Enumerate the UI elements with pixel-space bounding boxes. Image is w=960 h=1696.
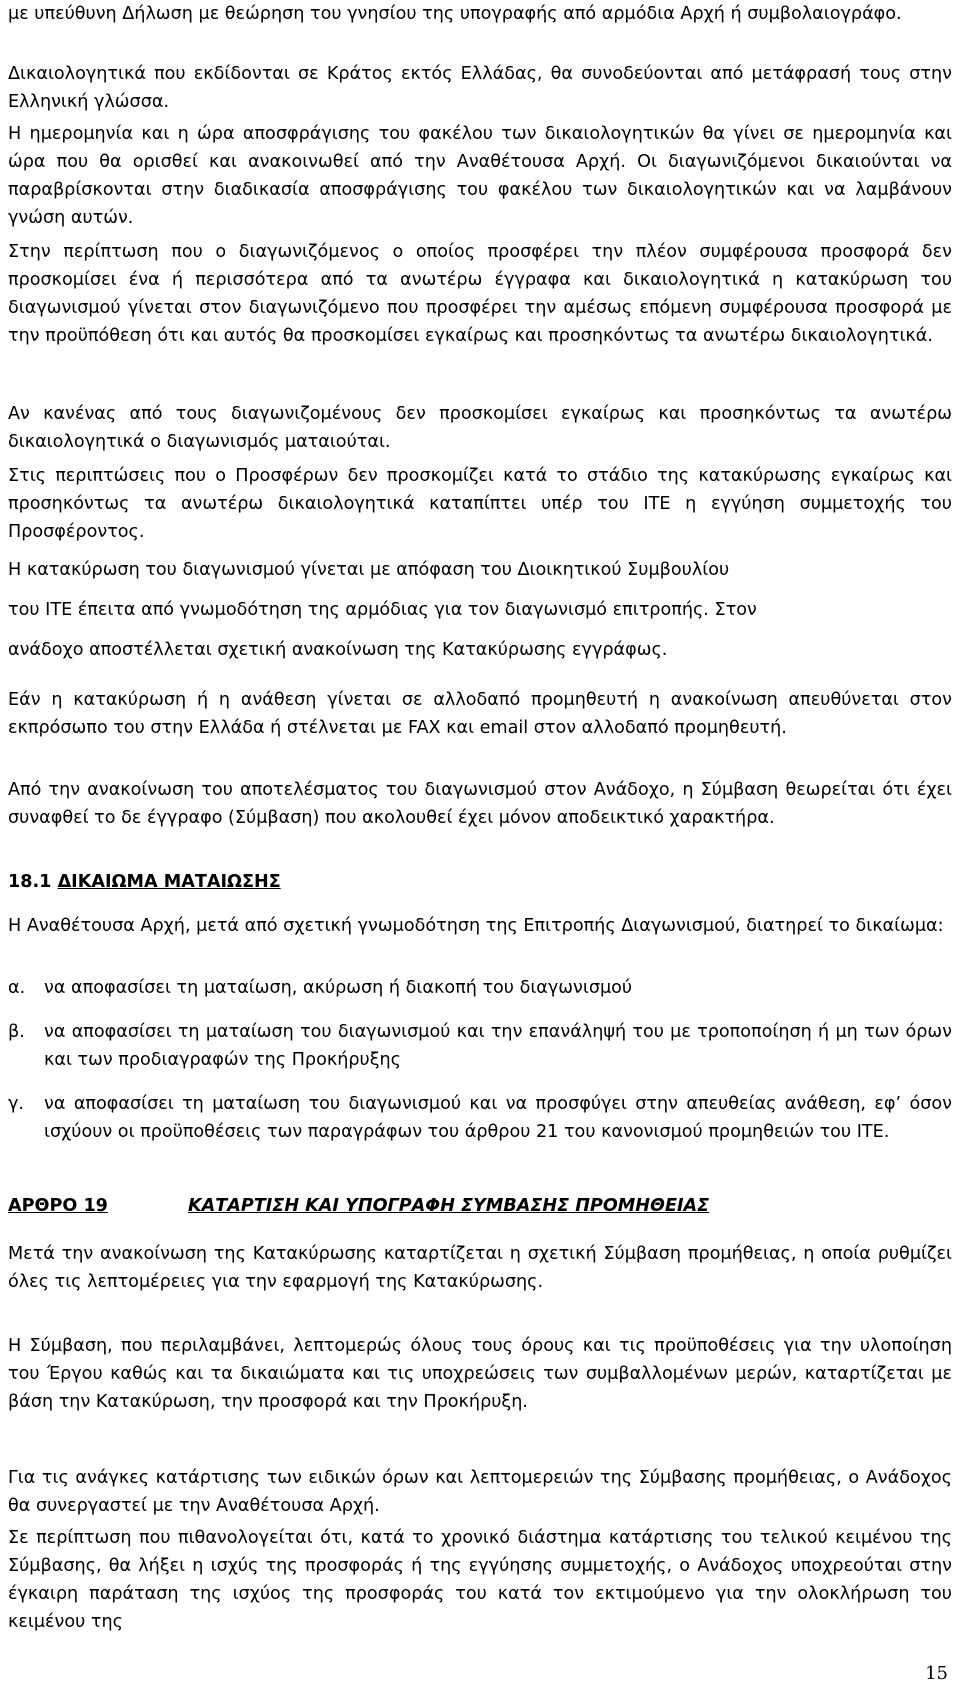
paragraph-line: Η κατακύρωση του διαγωνισμού γίνεται με απόφαση του Διοικητικού Συμβουλίου (8, 560, 730, 580)
paragraph-line: του ΙΤΕ έπειτα από γνωμοδότηση της αρμόδιας για τον διαγωνισμό επιτροπής. Στον (8, 600, 757, 620)
list-text: να αποφασίσει τη ματαίωση του διαγωνισμού και να προσφύγει στην απευθείας ανάθεση, εφ’ όσον ισχύουν οι προϋποθέσεις των παραγράφων του άρθρου 21 του κανονισμού προμηθειών του ΙΤΕ. (44, 1094, 952, 1142)
paragraph: Η ημερομηνία και η ώρα αποσφράγισης του φακέλου των δικαιολογητικών θα γίνει σε ημερομηνία και ώρα που θα ορισθεί και ανακοινωθεί από την Αναθέτουσα Αρχή. Οι διαγωνιζόμενοι δικαιούνται να παραβρίσκονται στην διαδικασία αποσφράγισης του φακέλου των δικαιολογητικών και να λαμβάνουν γνώση αυτών. (8, 124, 952, 228)
paragraph: Στις περιπτώσεις που ο Προσφέρων δεν προσκομίζει κατά το στάδιο της κατακύρωσης εγκαίρως και προσηκόντως τα ανωτέρω δικαιολογητικά καταπίπτει υπέρ του ΙΤΕ η εγγύηση συμμετοχής του Προσφέροντος. (8, 466, 952, 542)
paragraph: Δικαιολογητικά που εκδίδονται σε Κράτος εκτός Ελλάδας, θα συνοδεύονται από μετάφρασή τους στην Ελληνική γλώσσα. (8, 64, 952, 112)
paragraph: Από την ανακοίνωση του αποτελέσματος του διαγωνισμού στον Ανάδοχο, η Σύμβαση θεωρείται ότι έχει συναφθεί το δε έγγραφο (Σύμβαση) που ακολουθεί έχει μόνον αποδεικτικό χαρακτήρα. (8, 780, 952, 828)
list-marker: γ. (8, 1094, 25, 1114)
list-marker: α. (8, 978, 26, 998)
article-title: ΚΑΤΑΡΤΙΣΗ ΚΑΙ ΥΠΟΓΡΑΦΗ ΣΥΜΒΑΣΗΣ ΠΡΟΜΗΘΕΙΑΣ (188, 1196, 710, 1216)
paragraph: Στην περίπτωση που ο διαγωνιζόμενος ο οποίος προσφέρει την πλέον συμφέρουσα προσφορά δεν προσκομίσει ένα ή περισσότερα από τα ανωτέρω έγγραφα και δικαιολογητικά η κατακύρωση του διαγωνισμού γίνεται στον διαγωνιζόμενο που προσφέρει την αμέσως επόμενη συμφέρουσα προσφορά με την προϋπόθεση ότι και αυτός θα προσκομίσει εγκαίρως και προσηκόντως τα ανωτέρω δικαιολογητικά. (8, 242, 952, 346)
page-number: 15 (925, 1663, 948, 1684)
paragraph: Σε περίπτωση που πιθανολογείται ότι, κατά το χρονικό διάστημα κατάρτισης του τελικού κειμένου της Σύμβασης, θα λήξει η ισχύς της προσφοράς ή της εγγύησης συμμετοχής, ο Ανάδοχος υποχρεούται στην έγκαιρη παράταση της ισχύος της προσφοράς του κατά τον εκτιμούμενο για την ολοκλήρωση του κειμένου της (8, 1528, 952, 1632)
paragraph: με υπεύθυνη Δήλωση με θεώρηση του γνησίου της υπογραφής από αρμόδια Αρχή ή συμβολαιογράφο. (8, 4, 902, 24)
section-heading (8, 868, 952, 896)
list-text: να αποφασίσει τη ματαίωση, ακύρωση ή διακοπή του διαγωνισμού (44, 978, 633, 998)
section-number: 18.1 (8, 872, 52, 892)
paragraph: Αν κανένας από τους διαγωνιζομένους δεν προσκομίσει εγκαίρως και προσηκόντως τα ανωτέρω δικαιολογητικά ο διαγωνισμός ματαιούται. (8, 404, 952, 452)
paragraph: Εάν η κατακύρωση ή η ανάθεση γίνεται σε αλλοδαπό προμηθευτή η ανακοίνωση απευθύνεται στον εκπρόσωπο του στην Ελλάδα ή στέλνεται με FAX και email στον αλλοδαπό προμηθευτή. (8, 690, 952, 738)
paragraph: Μετά την ανακοίνωση της Κατακύρωσης καταρτίζεται η σχετική Σύμβαση προμήθειας, η οποία ρυθμίζει όλες τις λεπτομέρειες για την εφαρμογή της Κατακύρωσης. (8, 1244, 952, 1292)
section-title: ΔΙΚΑΙΩΜΑ ΜΑΤΑΙΩΣΗΣ (57, 872, 281, 892)
paragraph-line: ανάδοχο αποστέλλεται σχετική ανακοίνωση της Κατακύρωσης εγγράφως. (8, 640, 668, 660)
article-number: ΑΡΘΡΟ 19 (8, 1196, 108, 1216)
paragraph: Για τις ανάγκες κατάρτισης των ειδικών όρων και λεπτομερειών της Σύμβασης προμήθειας, ο Ανάδοχος θα συνεργαστεί με την Αναθέτουσα Αρχή. (8, 1468, 952, 1516)
paragraph: Η Σύμβαση, που περιλαμβάνει, λεπτομερώς όλους τους όρους και τις προϋποθέσεις για την υλοποίηση του Έργου καθώς και τα δικαιώματα και τις υποχρεώσεις των συμβαλλομένων μερών, καταρτίζεται με βάση την Κατακύρωση, την προσφορά και την Προκήρυξη. (8, 1336, 952, 1412)
list-marker: β. (8, 1022, 25, 1042)
paragraph: Η Αναθέτουσα Αρχή, μετά από σχετική γνωμοδότηση της Επιτροπής Διαγωνισμού, διατηρεί το δικαίωμα: (8, 916, 944, 936)
list-text: να αποφασίσει τη ματαίωση του διαγωνισμού και την επανάληψή του με τροποποίηση ή μη των όρων και των προδιαγραφών της Προκήρυξης (44, 1022, 952, 1070)
